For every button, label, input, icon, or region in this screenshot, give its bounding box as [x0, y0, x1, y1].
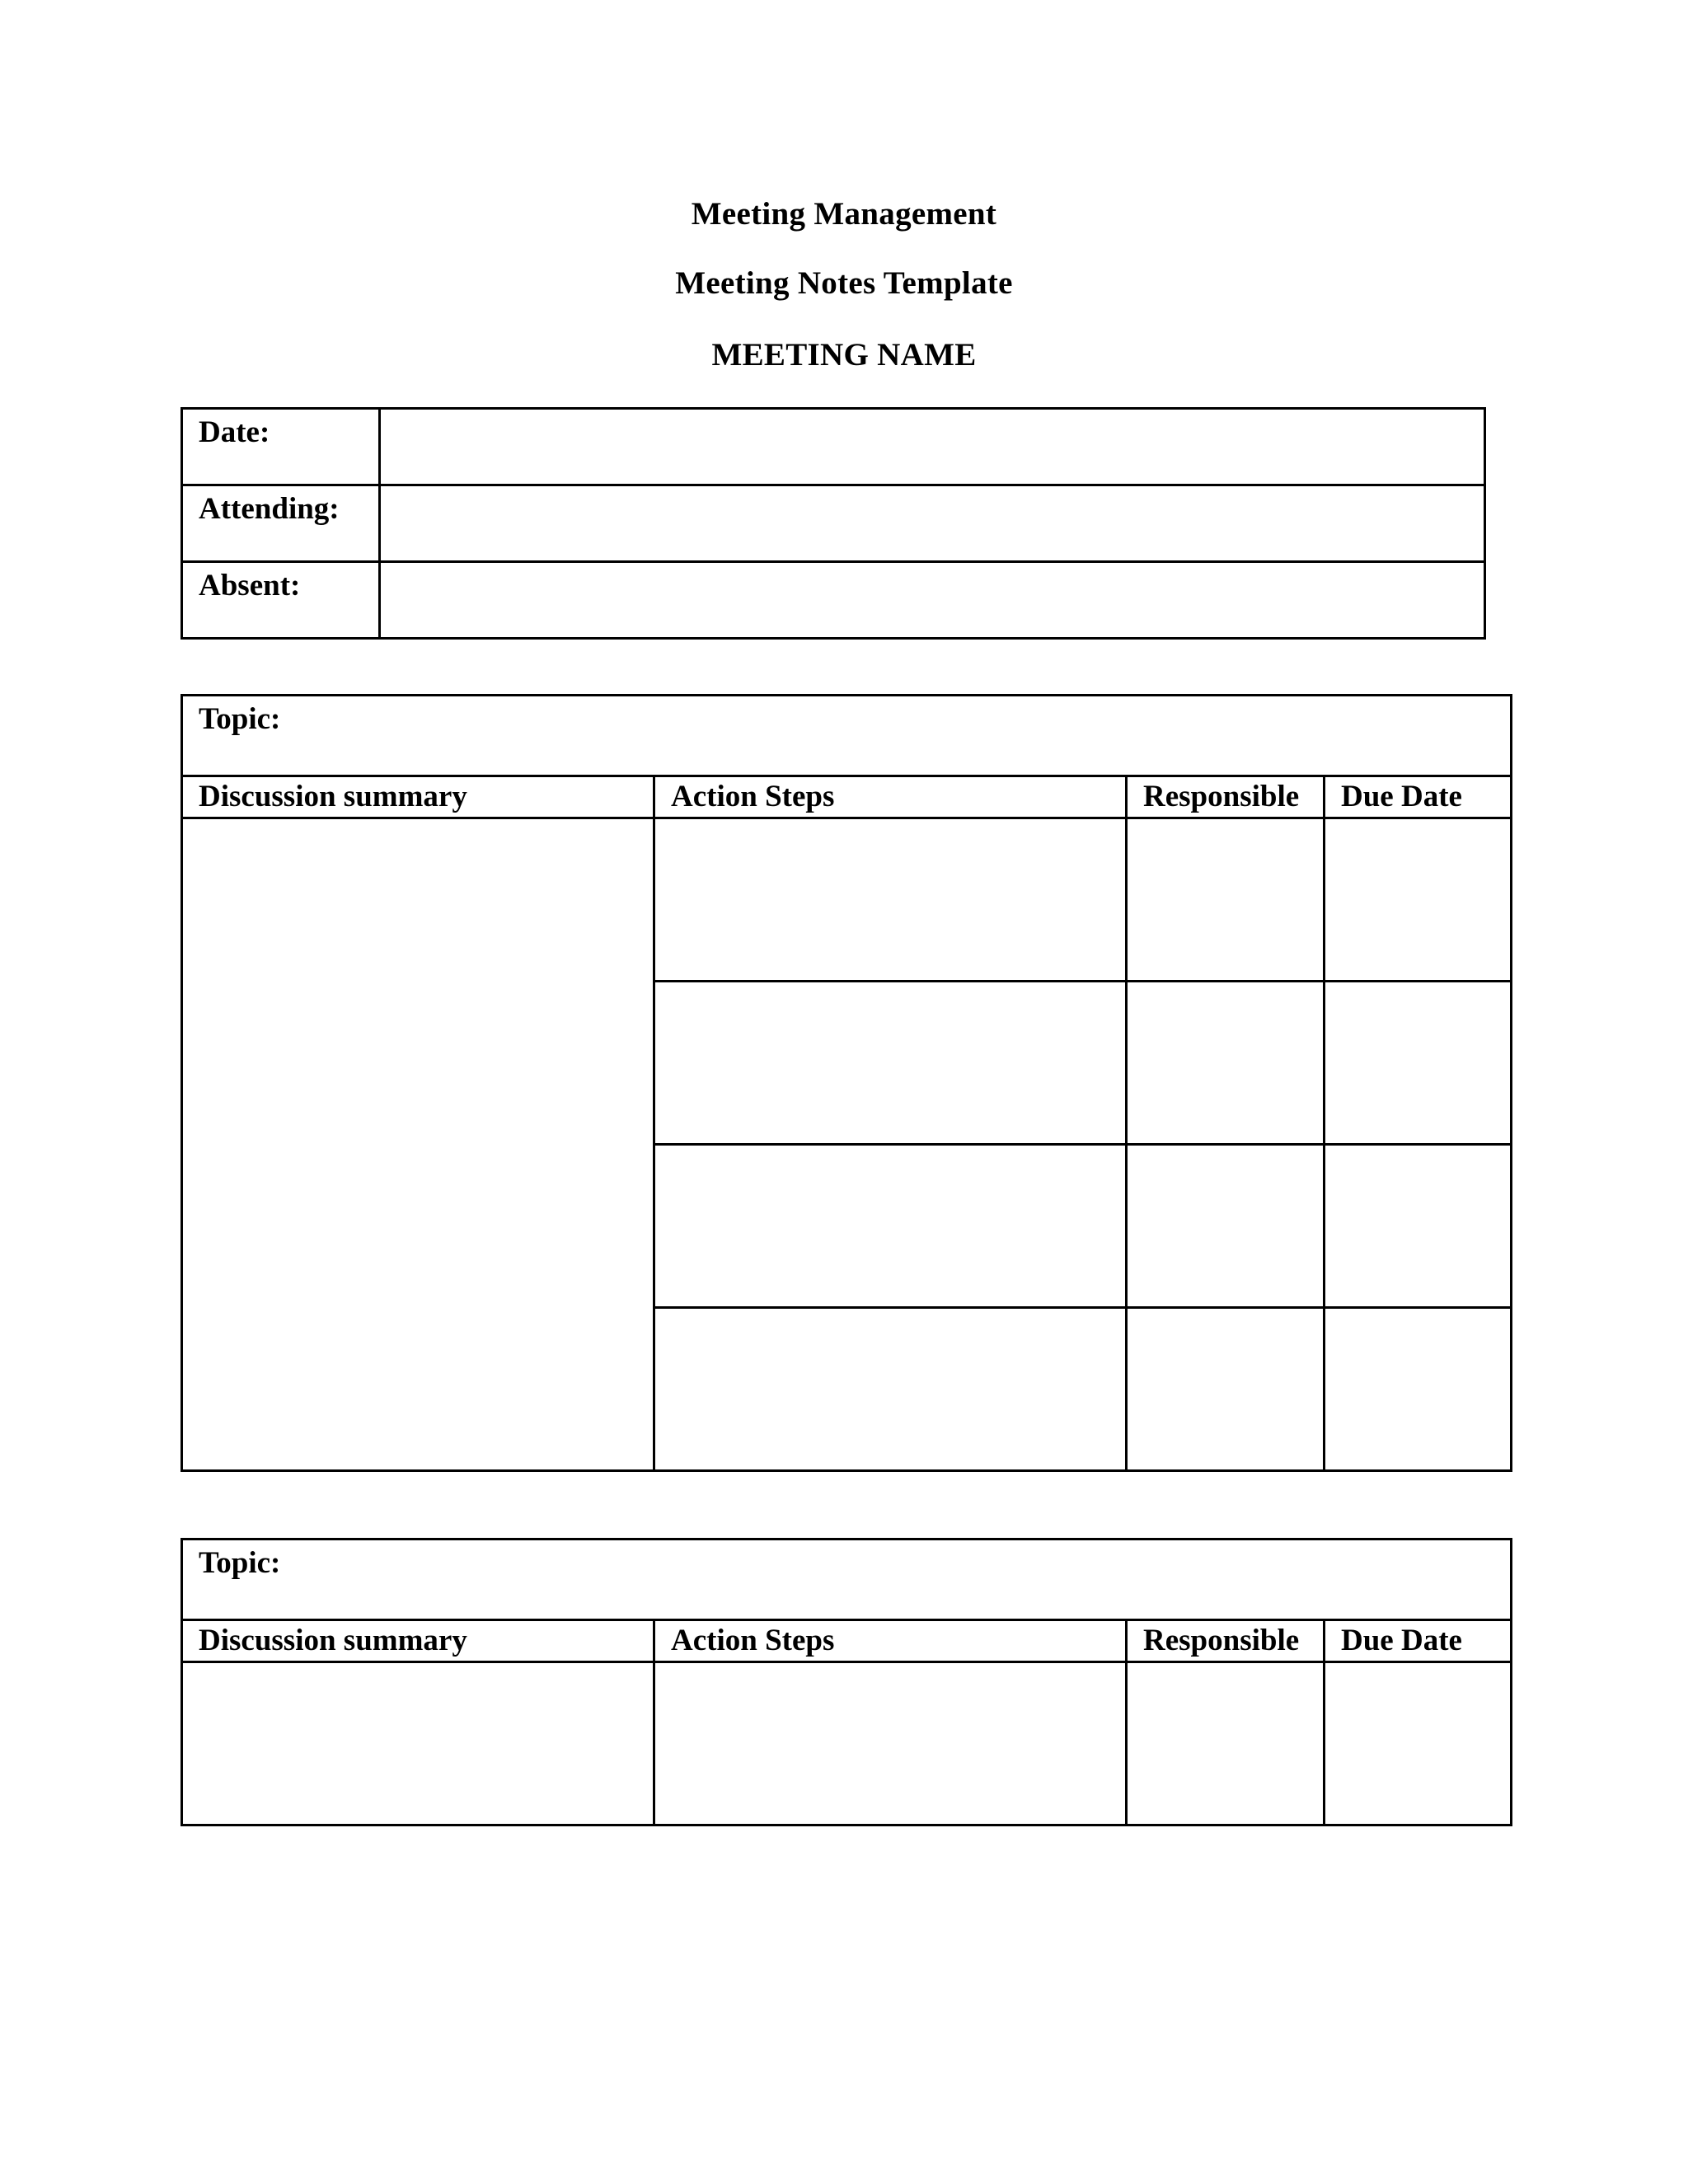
responsible-cell[interactable] — [1127, 1662, 1325, 1825]
absent-field[interactable] — [380, 562, 1485, 639]
info-row-absent — [182, 562, 1485, 639]
topic-table-2 — [181, 1538, 1512, 1826]
discussion-summary-header: Discussion summary — [182, 776, 654, 818]
action-steps-cell[interactable] — [654, 982, 1127, 1145]
action-row — [182, 818, 1512, 982]
column-header-row — [182, 1620, 1512, 1662]
column-header-row — [182, 776, 1512, 818]
topic-table-1 — [181, 694, 1512, 1472]
discussion-summary-cell[interactable] — [182, 818, 654, 1471]
action-steps-header: Action Steps — [654, 1620, 1127, 1662]
topic-row — [182, 696, 1512, 776]
date-field[interactable] — [380, 409, 1485, 485]
responsible-cell[interactable] — [1127, 1308, 1325, 1471]
meeting-info-table — [181, 407, 1486, 640]
discussion-summary-cell[interactable] — [182, 1662, 654, 1825]
action-steps-cell[interactable] — [654, 1662, 1127, 1825]
topic-label[interactable]: Topic: — [182, 696, 1512, 776]
due-date-cell[interactable] — [1325, 982, 1512, 1145]
responsible-header: Responsible — [1127, 776, 1325, 818]
action-steps-cell[interactable] — [654, 1145, 1127, 1308]
due-date-cell[interactable] — [1325, 1308, 1512, 1471]
date-label: Date: — [182, 409, 380, 485]
document-title: Meeting Management — [691, 196, 997, 232]
info-row-date — [182, 409, 1485, 485]
attending-label: Attending: — [182, 485, 380, 562]
document-subtitle: Meeting Notes Template — [675, 265, 1013, 301]
info-row-attending — [182, 485, 1485, 562]
topic-label[interactable]: Topic: — [182, 1540, 1512, 1620]
responsible-header: Responsible — [1127, 1620, 1325, 1662]
meeting-name-heading: MEETING NAME — [711, 337, 977, 373]
due-date-cell[interactable] — [1325, 818, 1512, 982]
due-date-header: Due Date — [1325, 1620, 1512, 1662]
action-row — [182, 1662, 1512, 1825]
absent-label: Absent: — [182, 562, 380, 639]
due-date-cell[interactable] — [1325, 1662, 1512, 1825]
discussion-summary-header: Discussion summary — [182, 1620, 654, 1662]
topic-row — [182, 1540, 1512, 1620]
due-date-cell[interactable] — [1325, 1145, 1512, 1308]
action-steps-cell[interactable] — [654, 818, 1127, 982]
action-steps-header: Action Steps — [654, 776, 1127, 818]
due-date-header: Due Date — [1325, 776, 1512, 818]
attending-field[interactable] — [380, 485, 1485, 562]
responsible-cell[interactable] — [1127, 1145, 1325, 1308]
responsible-cell[interactable] — [1127, 818, 1325, 982]
action-steps-cell[interactable] — [654, 1308, 1127, 1471]
responsible-cell[interactable] — [1127, 982, 1325, 1145]
